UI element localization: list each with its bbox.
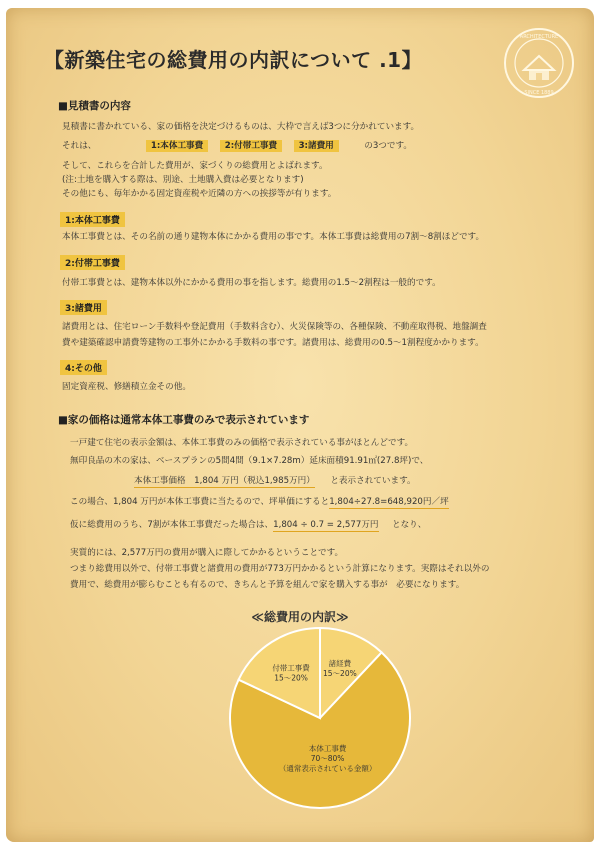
pie-label-0-1: 70～80% bbox=[310, 753, 345, 763]
estimate-text-1: 見積書に書かれている、家の価格を決定づけるものは、大枠で言えば3つに分かれています。 bbox=[62, 122, 420, 132]
price-per-tsubo-calc: 1,804÷27.8=648,920円／坪 bbox=[329, 497, 449, 507]
pie-label-0-0: 本体工事費 bbox=[308, 743, 347, 753]
estimate-text-3: そして、これらを合計した費用が、家づくりの総費用とよばれます。 bbox=[62, 161, 328, 171]
price-text-1: 一戸建て住宅の表示金額は、本体工事費のみの価格で表示されている事がほとんどです。 bbox=[70, 438, 414, 448]
item-text-main-construction: 本体工事費とは、その名前の通り建物本体にかかる費用の事です。本体工事費は総費用の7割～8割ほどです。 bbox=[62, 232, 485, 242]
price-text-2: 無印良品の木の家は、ベースプランの5間4間（9.1×7.28m）延床面積91.91㎡(27.8坪)で、 bbox=[70, 456, 429, 466]
section-heading-price-display: ■家の価格は通常本体工事費のみで表示されています bbox=[58, 414, 310, 426]
section-heading-estimate: ■見積書の内容 bbox=[58, 100, 131, 112]
pie-label-1-0: 付帯工事費 bbox=[272, 663, 310, 673]
svg-text:ARCHITECTURE: ARCHITECTURE bbox=[519, 34, 559, 40]
price-text-4-prefix: この場合、1,804 万円が本体工事費に当たるので、坪単価にすると bbox=[70, 497, 330, 507]
chart-title: ≪総費用の内訳≫ bbox=[251, 610, 349, 624]
pie-label-0-2: （通常表示されている金額） bbox=[278, 763, 377, 773]
item-text-misc-expenses-2: 費や建築確認申請費等建物の工事外にかかる手数料の事です。諸費用は、総費用の0.5～1割程度かかります。 bbox=[62, 338, 484, 348]
estimate-text-2-prefix: それは、 bbox=[62, 141, 97, 151]
price-text-8: 費用で、総費用が膨らむことも有るので、きちんと予算を組んで家を購入する事が 必要になります。 bbox=[70, 580, 465, 590]
pie-label-2-1: 15～20% bbox=[323, 668, 357, 678]
item-text-other: 固定資産税、修繕積立金その他。 bbox=[62, 382, 191, 392]
item-text-misc-expenses-1: 諸費用とは、住宅ローン手数料や登記費用（手数料含む）、火災保険等の、各種保険、不動産取得税、地盤調査 bbox=[62, 322, 487, 332]
svg-text:SINCE 1889: SINCE 1889 bbox=[524, 90, 554, 96]
price-suffix: と表示されています。 bbox=[330, 476, 416, 486]
highlight-tag-2: 2:付帯工事費 bbox=[220, 140, 282, 152]
item-text-ancillary-construction: 付帯工事費とは、建物本体以外にかかる費用の事を指します。総費用の1.5～2割程は一般的です。 bbox=[62, 278, 441, 288]
estimate-text-4: (注:土地を購入する際は、別途、土地購入費は必要となります) bbox=[62, 175, 304, 185]
highlight-tag-1: 1:本体工事費 bbox=[146, 140, 208, 152]
item-label-main-construction: 1:本体工事費 bbox=[60, 212, 125, 227]
price-text-5-prefix: 仮に総費用のうち、7割が本体工事費だった場合は、 bbox=[70, 520, 274, 530]
estimate-text-2-suffix: の3つです。 bbox=[364, 141, 412, 151]
item-label-misc-expenses: 3:諸費用 bbox=[60, 300, 107, 315]
estimate-text-5: その他にも、毎年かかる固定資産税や近隣の方への挨拶等が有ります。 bbox=[62, 189, 337, 199]
pie-label-1-1: 15～20% bbox=[274, 673, 308, 683]
item-label-other: 4:その他 bbox=[60, 360, 107, 375]
price-text-5-suffix: となり、 bbox=[391, 520, 427, 530]
price-text-6: 実質的には、2,577万円の費用が購入に際してかかるということです。 bbox=[70, 548, 344, 558]
highlight-tag-3: 3:諸費用 bbox=[294, 140, 339, 152]
pie-label-2-0: 諸経費 bbox=[328, 658, 352, 668]
total-cost-calc: 1,804 ÷ 0.7 = 2,577万円 bbox=[273, 520, 379, 530]
price-text-7: つまり総費用以外で、付帯工事費と諸費用の費用が773万円かかるという計算になります。実際はそれ以外の bbox=[70, 564, 490, 574]
page-title: 【新築住宅の総費用の内訳について .1】 bbox=[44, 48, 423, 72]
item-label-ancillary-construction: 2:付帯工事費 bbox=[60, 255, 125, 270]
price-label-underlined: 本体工事価格 1,804 万円（税込1,985万円） bbox=[134, 476, 315, 486]
